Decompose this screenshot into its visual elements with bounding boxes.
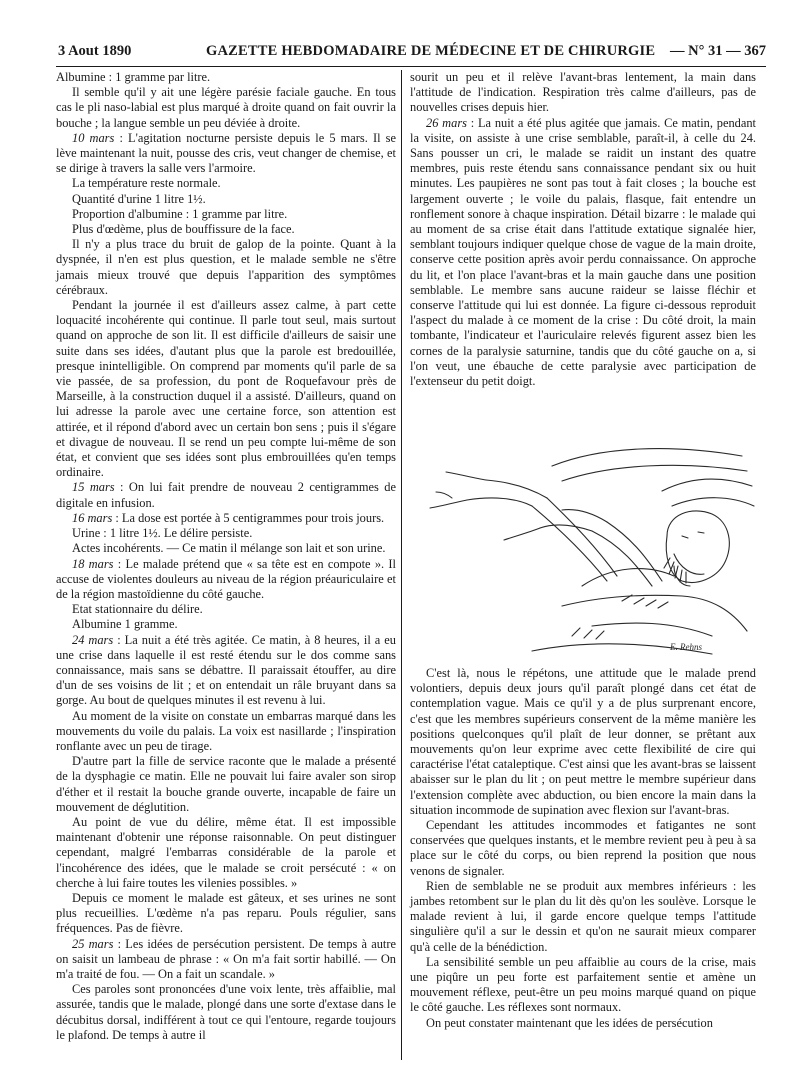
paragraph xyxy=(56,633,396,709)
date-lead: 25 mars xyxy=(72,936,114,951)
paragraph xyxy=(56,526,396,541)
paragraph xyxy=(56,176,396,191)
paragraph xyxy=(56,480,396,510)
paragraph-text: On peut constater maintenant que les idées de persécution xyxy=(426,1015,713,1030)
paragraph-text: Pendant la journée il est d'ailleurs assez calme, à part cette loquacité incohérente qui continue. Il parle tout seul, mais surtout quand on approche de son lit. Il est difficile d'ailleurs de saisir une suite dans ses idées, d'autant plus que la parole est bredouillée, presque inintelligible. On comprend par moments qu'il parle de sa vie passée, de sa profession, du pont de Roquefavour près de Marseille, à la construction duquel il a assisté. D'ailleurs, quand on lui adresse la parole avec une certaine force, son attention est attirée, et il répond d'abord avec un certain bon sens ; puis il s'égare et divague de nouveau. Il se rend un peu compte lui-même de son état, et convient que ses idées sont plus embrouillées qu'en temps ordinaire. xyxy=(56,298,396,480)
paragraph-text: Plus d'œdème, plus de bouffissure de la face. xyxy=(72,222,295,237)
illustration-drawing xyxy=(412,436,756,660)
paragraph xyxy=(56,815,396,891)
left-column xyxy=(56,70,396,1043)
paragraph xyxy=(56,982,396,1043)
paragraph-text: Albumine : 1 gramme par litre. xyxy=(56,70,211,84)
right-column-top xyxy=(410,70,756,389)
date-lead: 10 mars xyxy=(72,130,115,145)
paragraph-text: Urine : 1 litre 1½. Le délire persiste. xyxy=(72,526,253,541)
paragraph xyxy=(410,818,756,879)
date-lead: 26 mars xyxy=(426,115,467,130)
paragraph-text: : L'agitation nocturne persiste depuis le 5 mars. Il se lève maintenant la nuit, pousse des cris, veut changer de chemise, et se dirige à travers la salle vers l'armoire. xyxy=(56,130,396,176)
date-lead: 18 mars xyxy=(72,556,114,571)
paragraph-text: Quantité d'urine 1 litre 1½. xyxy=(72,191,206,206)
issue-page-number: — N° 31 — 367 xyxy=(669,43,766,59)
paragraph-text: Proportion d'albumine : 1 gramme par litre. xyxy=(72,206,288,221)
paragraph-text: Ces paroles sont prononcées d'une voix lente, très affaiblie, mal assurée, tandis que le malade, plongé dans une sorte d'extase dans le décubitus dorsal, indifférent à tout ce qui l'entoure, regarde toujours le plafond. De temps à autre il xyxy=(56,982,396,1042)
paragraph-text: Depuis ce moment le malade est gâteux, et ses urines ne sont plus recueillies. L'œdème n'a pas reparu. Pouls régulier, sans fréquences. Pas de fièvre. xyxy=(56,890,396,936)
paragraph xyxy=(410,666,756,818)
paragraph xyxy=(410,116,756,390)
paragraph-text: : La nuit a été plus agitée que jamais. Ce matin, pendant la visite, on assiste à une crise semblable, paraît-il, à celle du 24. Sans pousser un cri, le malade se raidit un instant des quatre membres, puis reste étendu sans connaissance pendant six ou huit minutes. Les paupières ne sont pas tout à fait closes ; la bouche est largement ouverte ; le voile du palais, flasque, fait entendre un ronflement sonore à chaque inspiration. Détail bizarre : le malade qui au moment de sa crise était dans l'attitude extatique signalée hier, semblant toujours indiquer quelque chose de vague de la main droite, conserve cette position après avoir perdu connaissance. On approche du lit, et l'on place l'avant-bras et la main gauche dans une position semblable. Le membre sans aucune raideur se laisse fléchir et conserve l'attitude qui lui est donnée. La figure ci-dessous reproduit l'aspect du malade à ce moment de la crise : Du côté droit, la main tombante, l'indicateur et l'auriculaire relevés figurent assez bien les cornes de la paralysie saturnine, tandis que du côté gauche on a, si l'on veut, une ébauche de cette paralysie avec participation de l'extenseur du petit doigt. xyxy=(410,115,756,389)
paragraph xyxy=(56,754,396,815)
paragraph-text: La sensibilité semble un peu affaiblie au cours de la crise, mais une piqûre un peu forte est parfaitement sentie et amène un mouvement réflexe, peut-être un peu moins marqué quand on pique le côté gauche. Les réflexes sont normaux. xyxy=(410,954,756,1015)
paragraph xyxy=(56,298,396,480)
paragraph-text: : Le malade prétend que « sa tête est en compote ». Il accuse de violentes douleurs au niveau de la région préauriculaire et de la région mastoïdienne du côté gauche. xyxy=(56,556,396,601)
column-divider xyxy=(401,70,402,1060)
header-rule xyxy=(56,66,766,67)
paragraph-text: D'autre part la fille de service raconte que le malade a présenté de la dysphagie ce matin. Elle ne pouvait lui faire avaler son sirop d'éther et il restait la bouche grande ouverte, incapable de faire un mouvement de déglutition. xyxy=(56,754,396,814)
paragraph xyxy=(56,602,396,617)
paragraph-text: Il semble qu'il y ait une légère parésie faciale gauche. En tous cas le pli naso-labial est plus marqué à droite quand on fait ouvrir la bouche ; la langue semble un peu déviée à droite. xyxy=(56,85,396,130)
paragraph-text: Cependant les attitudes incommodes et fatigantes ne sont conservées que quelques instants, et le membre revient peu à peu à sa place sur le côté du corps, ou bien reprend la position que nous venons de signaler. xyxy=(410,818,756,878)
paragraph xyxy=(56,511,396,526)
patient-illustration xyxy=(412,436,756,660)
right-column-bottom xyxy=(410,666,756,1031)
running-header xyxy=(56,40,766,66)
paragraph-text: : La dose est portée à 5 centigrammes pour trois jours. xyxy=(112,510,385,525)
paragraph xyxy=(56,85,396,131)
paragraph-text: La température reste normale. xyxy=(72,176,221,191)
paragraph xyxy=(410,879,756,955)
paragraph xyxy=(56,557,396,603)
paragraph-text: Au moment de la visite on constate un embarras marqué dans les mouvements du voile du palais. La voix est nasillarde ; l'inspiration ronflante avec un peu de tirage. xyxy=(56,708,396,753)
date-lead: 16 mars xyxy=(72,510,113,525)
journal-title: GAZETTE HEBDOMADAIRE DE MÉDECINE ET DE CHIRURGIE xyxy=(206,43,656,59)
date-lead: 24 mars xyxy=(72,632,114,647)
paragraph xyxy=(56,237,396,298)
paragraph-text: Etat stationnaire du délire. xyxy=(72,602,203,617)
paragraph-text: Actes incohérents. — Ce matin il mélange son lait et son urine. xyxy=(72,541,386,556)
paragraph xyxy=(56,207,396,222)
paragraph xyxy=(56,222,396,237)
paragraph-text: : Les idées de persécution persistent. De temps à autre on saisit un lambeau de phrase : « On m'a fait sortir habillé. — On m'a traité de fou. — On a fait un scandale. » xyxy=(56,936,396,981)
paragraph-text: sourit un peu et il relève l'avant-bras lentement, la main dans l'attitude de l'indication. Respiration très calme d'ailleurs, pas de nouvelles crises depuis hier. xyxy=(410,70,756,115)
paragraph xyxy=(410,70,756,116)
paragraph xyxy=(56,541,396,556)
date-lead: 15 mars xyxy=(72,480,115,495)
paragraph-text: : La nuit a été très agitée. Ce matin, à 8 heures, il a eu une crise dans laquelle il est resté étendu sur le dos comme sans connaissance, mais sans se débattre. Il paraissait étouffer, au dire d'un de ses voisins de lit ; et on entendait un râle bruyant dans sa gorge. Au bout de quelques minutes il est revenu à lui. xyxy=(56,632,396,708)
paragraph xyxy=(56,131,396,177)
paragraph-text: Au point de vue du délire, même état. Il est impossible maintenant d'obtenir une réponse raisonnable. On peut distinguer cependant, malgré l'embarras considérable de la parole et l'incohérence des idées, que le malade se croit persécuté : « on cherche à lui faire toutes les vilenies possibles. » xyxy=(56,814,396,890)
paragraph-text: Il n'y a plus trace du bruit de galop de la pointe. Quant à la dyspnée, il n'en est plus question, et le malade semble ne s'être jamais mieux trouvé que depuis l'apparition des symptômes cérébraux. xyxy=(56,237,396,297)
artist-signature: E. Rehns xyxy=(670,642,702,652)
paragraph-text: : On lui fait prendre de nouveau 2 centigrammes de digitale en infusion. xyxy=(56,480,396,510)
paragraph xyxy=(56,891,396,937)
paragraph-text: Rien de semblable ne se produit aux membres inférieurs : les jambes retombent sur le plan du lit dès qu'on les soulève. Lorsque le malade revient à lui, il garde encore quelque temps l'attitude singulière qu'il a sur le dessin et qu'on ne saurait mieux comparer qu'à celle de la bénédiction. xyxy=(410,878,756,954)
paragraph-text: C'est là, nous le répétons, une attitude que le malade prend volontiers, depuis deux jours qu'il paraît plongé dans cet état de contemplation vague. Mais ce qu'il y a de plus surprenant encore, c'est que les membres supérieurs conservent de la même manière les positions quelconques qu'il plaît de leur donner, se prêtant aux mouvements qu'on leur exprime avec cette flexibilité de cire qui caractérise l'état cataleptique. C'est ainsi que les avant-bras se laissent abaisser sur le plan du lit ; on peut mettre le membre supérieur dans l'extension complète avec abduction, ou bien encore la main dans la situation incommode de supination avec flexion sur l'avant-bras. xyxy=(410,666,756,817)
paragraph xyxy=(56,192,396,207)
paragraph xyxy=(410,1016,756,1031)
paragraph xyxy=(410,955,756,1016)
paragraph xyxy=(56,70,396,85)
paragraph-text: Albumine 1 gramme. xyxy=(72,617,178,632)
paragraph xyxy=(56,617,396,632)
issue-date: 3 Aout 1890 xyxy=(58,43,132,59)
paragraph xyxy=(56,709,396,755)
paragraph xyxy=(56,937,396,983)
